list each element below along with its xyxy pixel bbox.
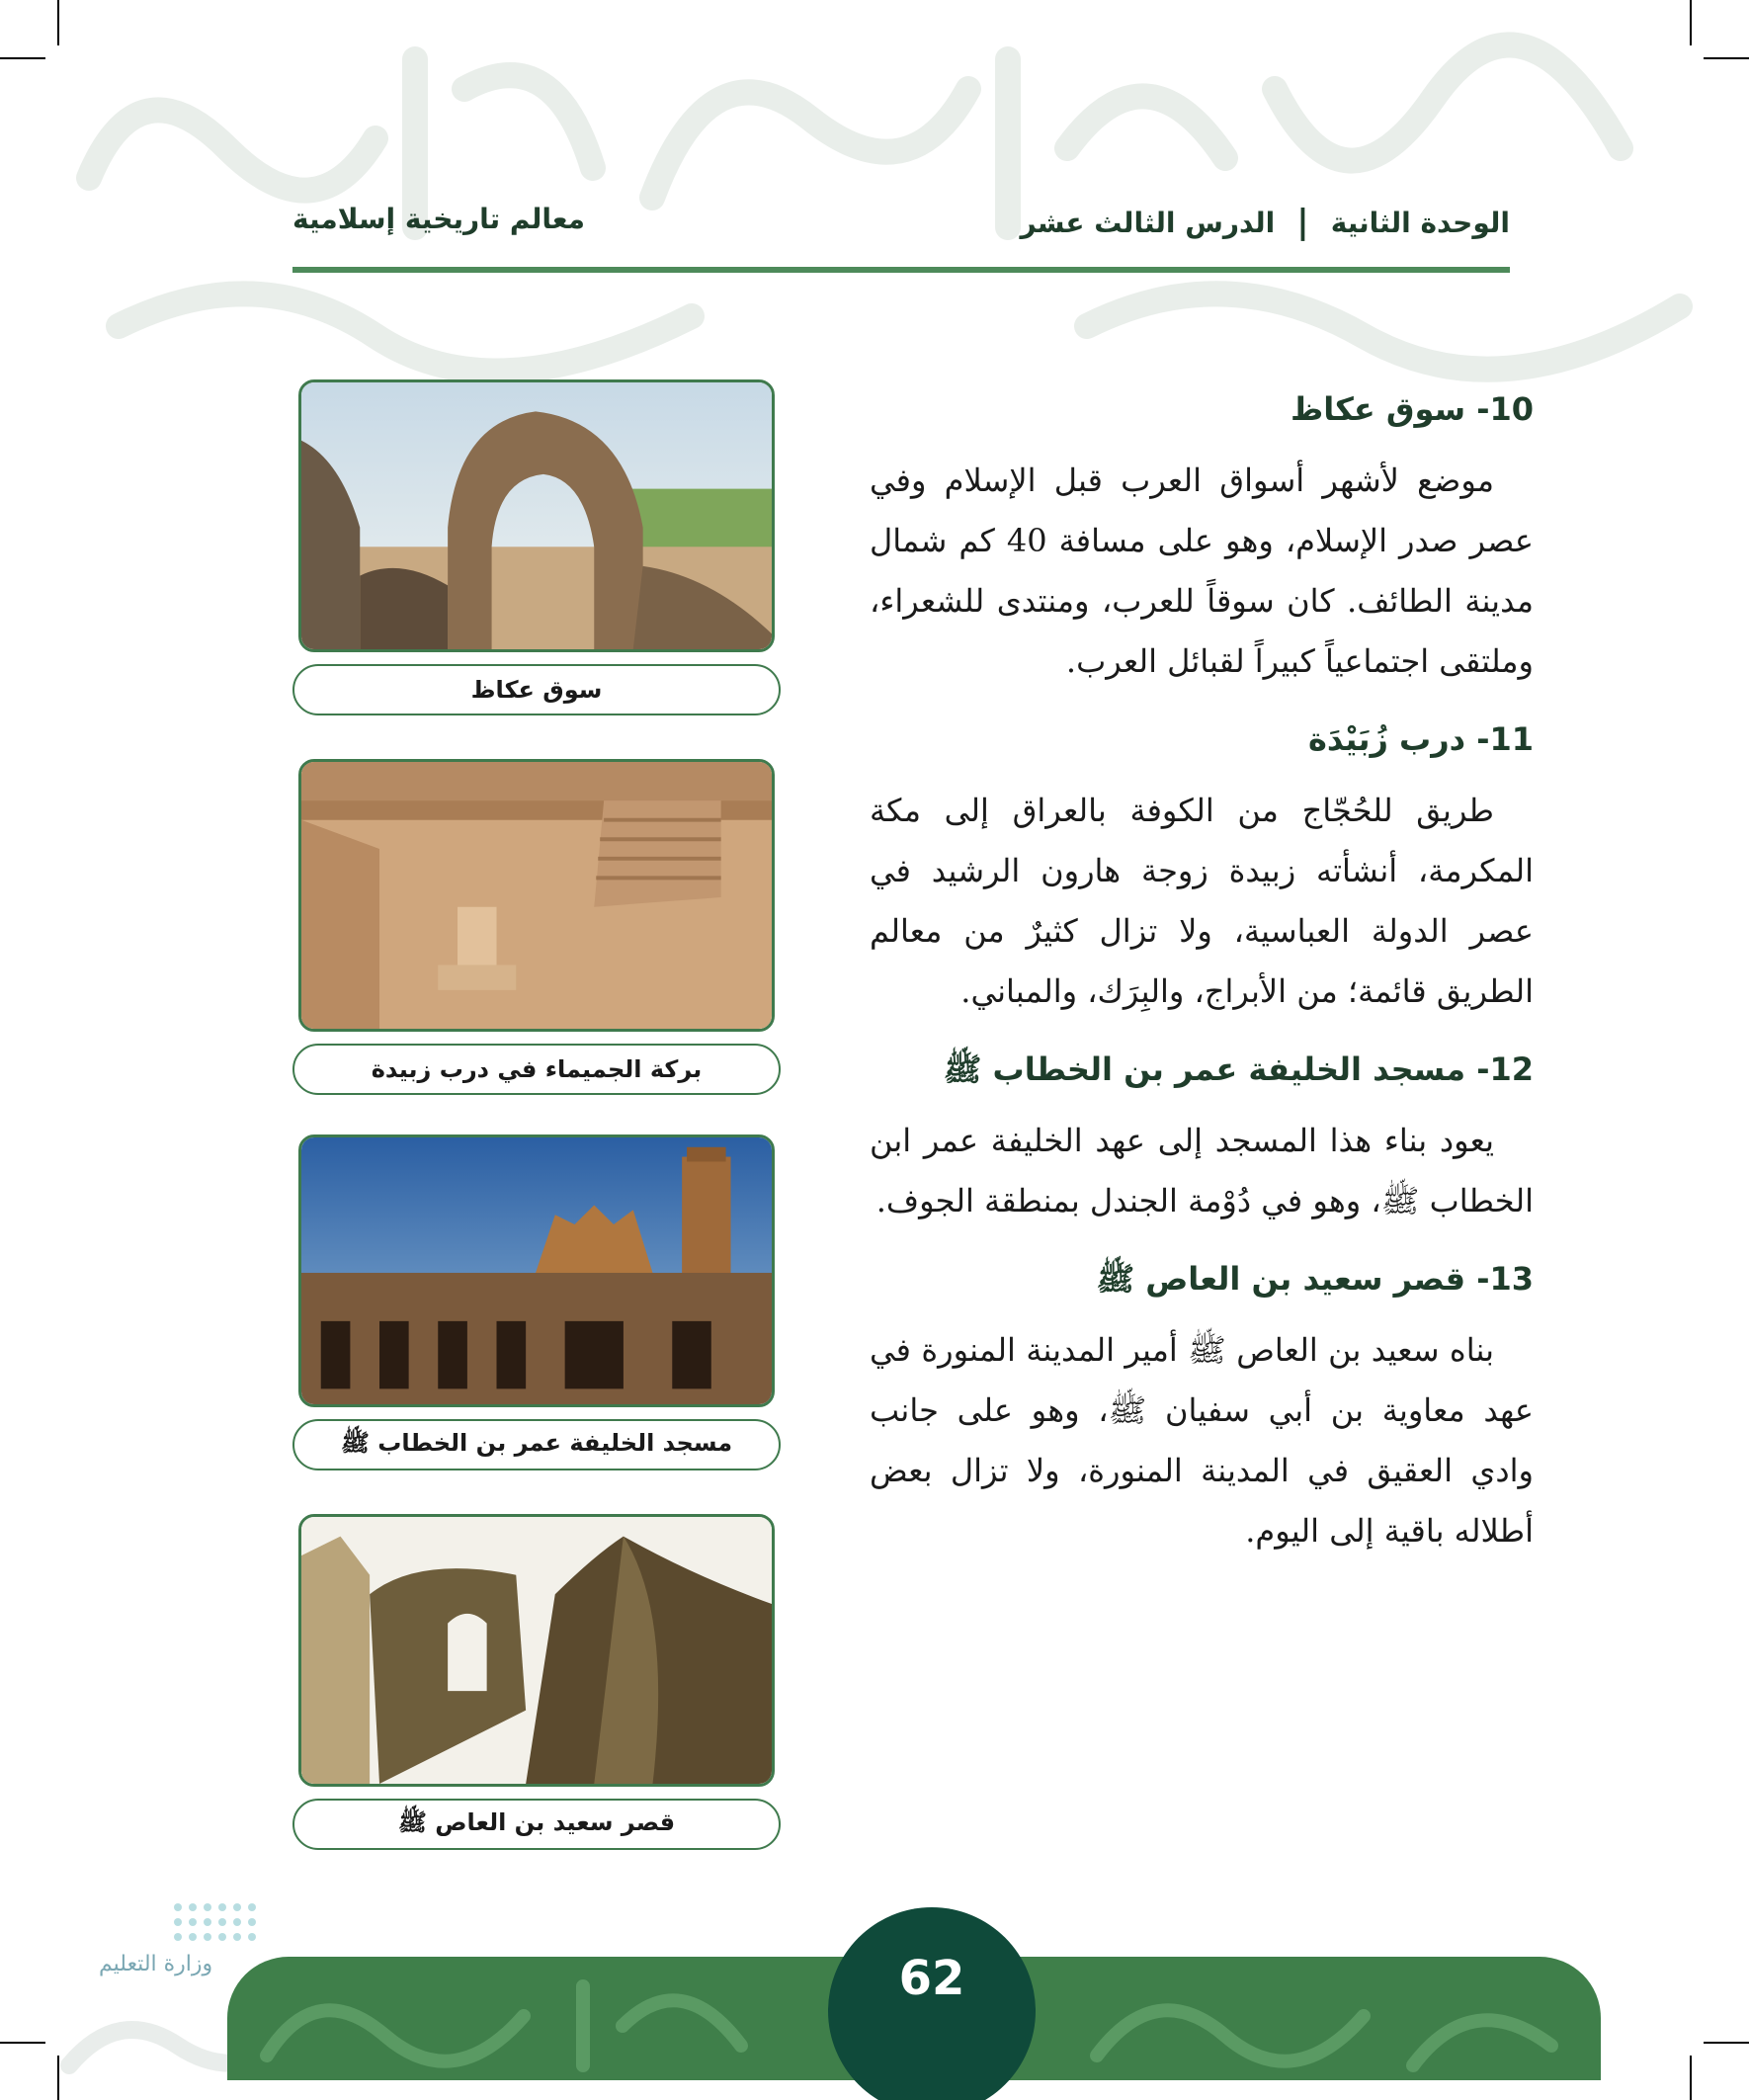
page-header [292,203,1510,272]
section-title: 13- قصر سعيد بن العاص ﷺ [1096,1260,1534,1298]
section-title: 11- درب زُبَيْدَة [1308,720,1534,758]
header-separator: | [1296,203,1309,242]
crop-mark [1704,2042,1749,2044]
umar-mosque-photo [298,1134,775,1407]
crop-mark [1690,2056,1692,2100]
section-darb-zubaida [870,714,1534,1022]
ministry-logo-text: وزارة التعليم [99,1952,213,1976]
section-title: 12- مسجد الخليفة عمر بن الخطاب ﷺ [943,1050,1534,1088]
crop-mark [0,2042,45,2044]
section-body: طريق للحُجّاج من الكوفة بالعراق إلى مكة المكرمة، أنشأته زبيدة زوجة هارون الرشيد في عصر الدولة العباسية، ولا تزال كثيرٌ من معالم الطريق قائمة؛ من الأبراج، والبِرَك، والمباني. [870,792,1534,1010]
section-souq-okaz [870,383,1534,692]
section-body: بناه سعيد بن العاص ﷺ أمير المدينة المنورة في عهد معاوية بن أبي سفيان ﷺ، وهو على جانب وادي العقيق في المدينة المنورة، ولا تزال بعض أطلاله باقية إلى اليوم. [870,1331,1534,1550]
unit-title: الوحدة الثانية [1330,206,1510,239]
section-umar-mosque [870,1044,1534,1231]
saeed-palace-photo [298,1514,775,1787]
crop-mark [1704,57,1749,59]
section-body: موضع لأشهر أسواق العرب قبل الإسلام وفي عصر صدر الإسلام، وهو على مسافة 40 كم شمال مدينة الطائف. كان سوقاً للعرب، ومنتدى للشعراء، وملتقى اجتماعياً كبيراً لقبائل العرب. [870,462,1535,680]
section-saeed-palace [870,1253,1534,1561]
figure-caption: سوق عكاظ [292,664,781,715]
figure-caption: بركة الجميماء في درب زبيدة [292,1044,781,1095]
section-body: يعود بناء هذا المسجد إلى عهد الخليفة عمر ابن الخطاب ﷺ، وهو في دُوْمة الجندل بمنطقة الجوف. [870,1122,1534,1219]
crop-mark [0,57,45,59]
crop-mark [57,0,59,45]
topic-title: معالم تاريخية إسلامية [292,203,586,235]
lesson-content [870,383,1534,1583]
page-number-badge [828,1907,1036,2100]
header-unit-lesson [1021,203,1511,242]
jumaima-pool-photo [298,759,775,1032]
crop-mark [1690,0,1692,45]
figure-caption: مسجد الخليفة عمر بن الخطاب ﷺ [292,1419,781,1470]
figure-caption: قصر سعيد بن العاص ﷺ [292,1799,781,1850]
section-title: 10- سوق عكاظ [1291,390,1534,428]
lesson-title: الدرس الثالث عشر [1020,206,1276,239]
page-number: 62 [898,1951,965,2006]
header-divider [292,267,1510,273]
souq-okaz-photo [298,379,775,652]
